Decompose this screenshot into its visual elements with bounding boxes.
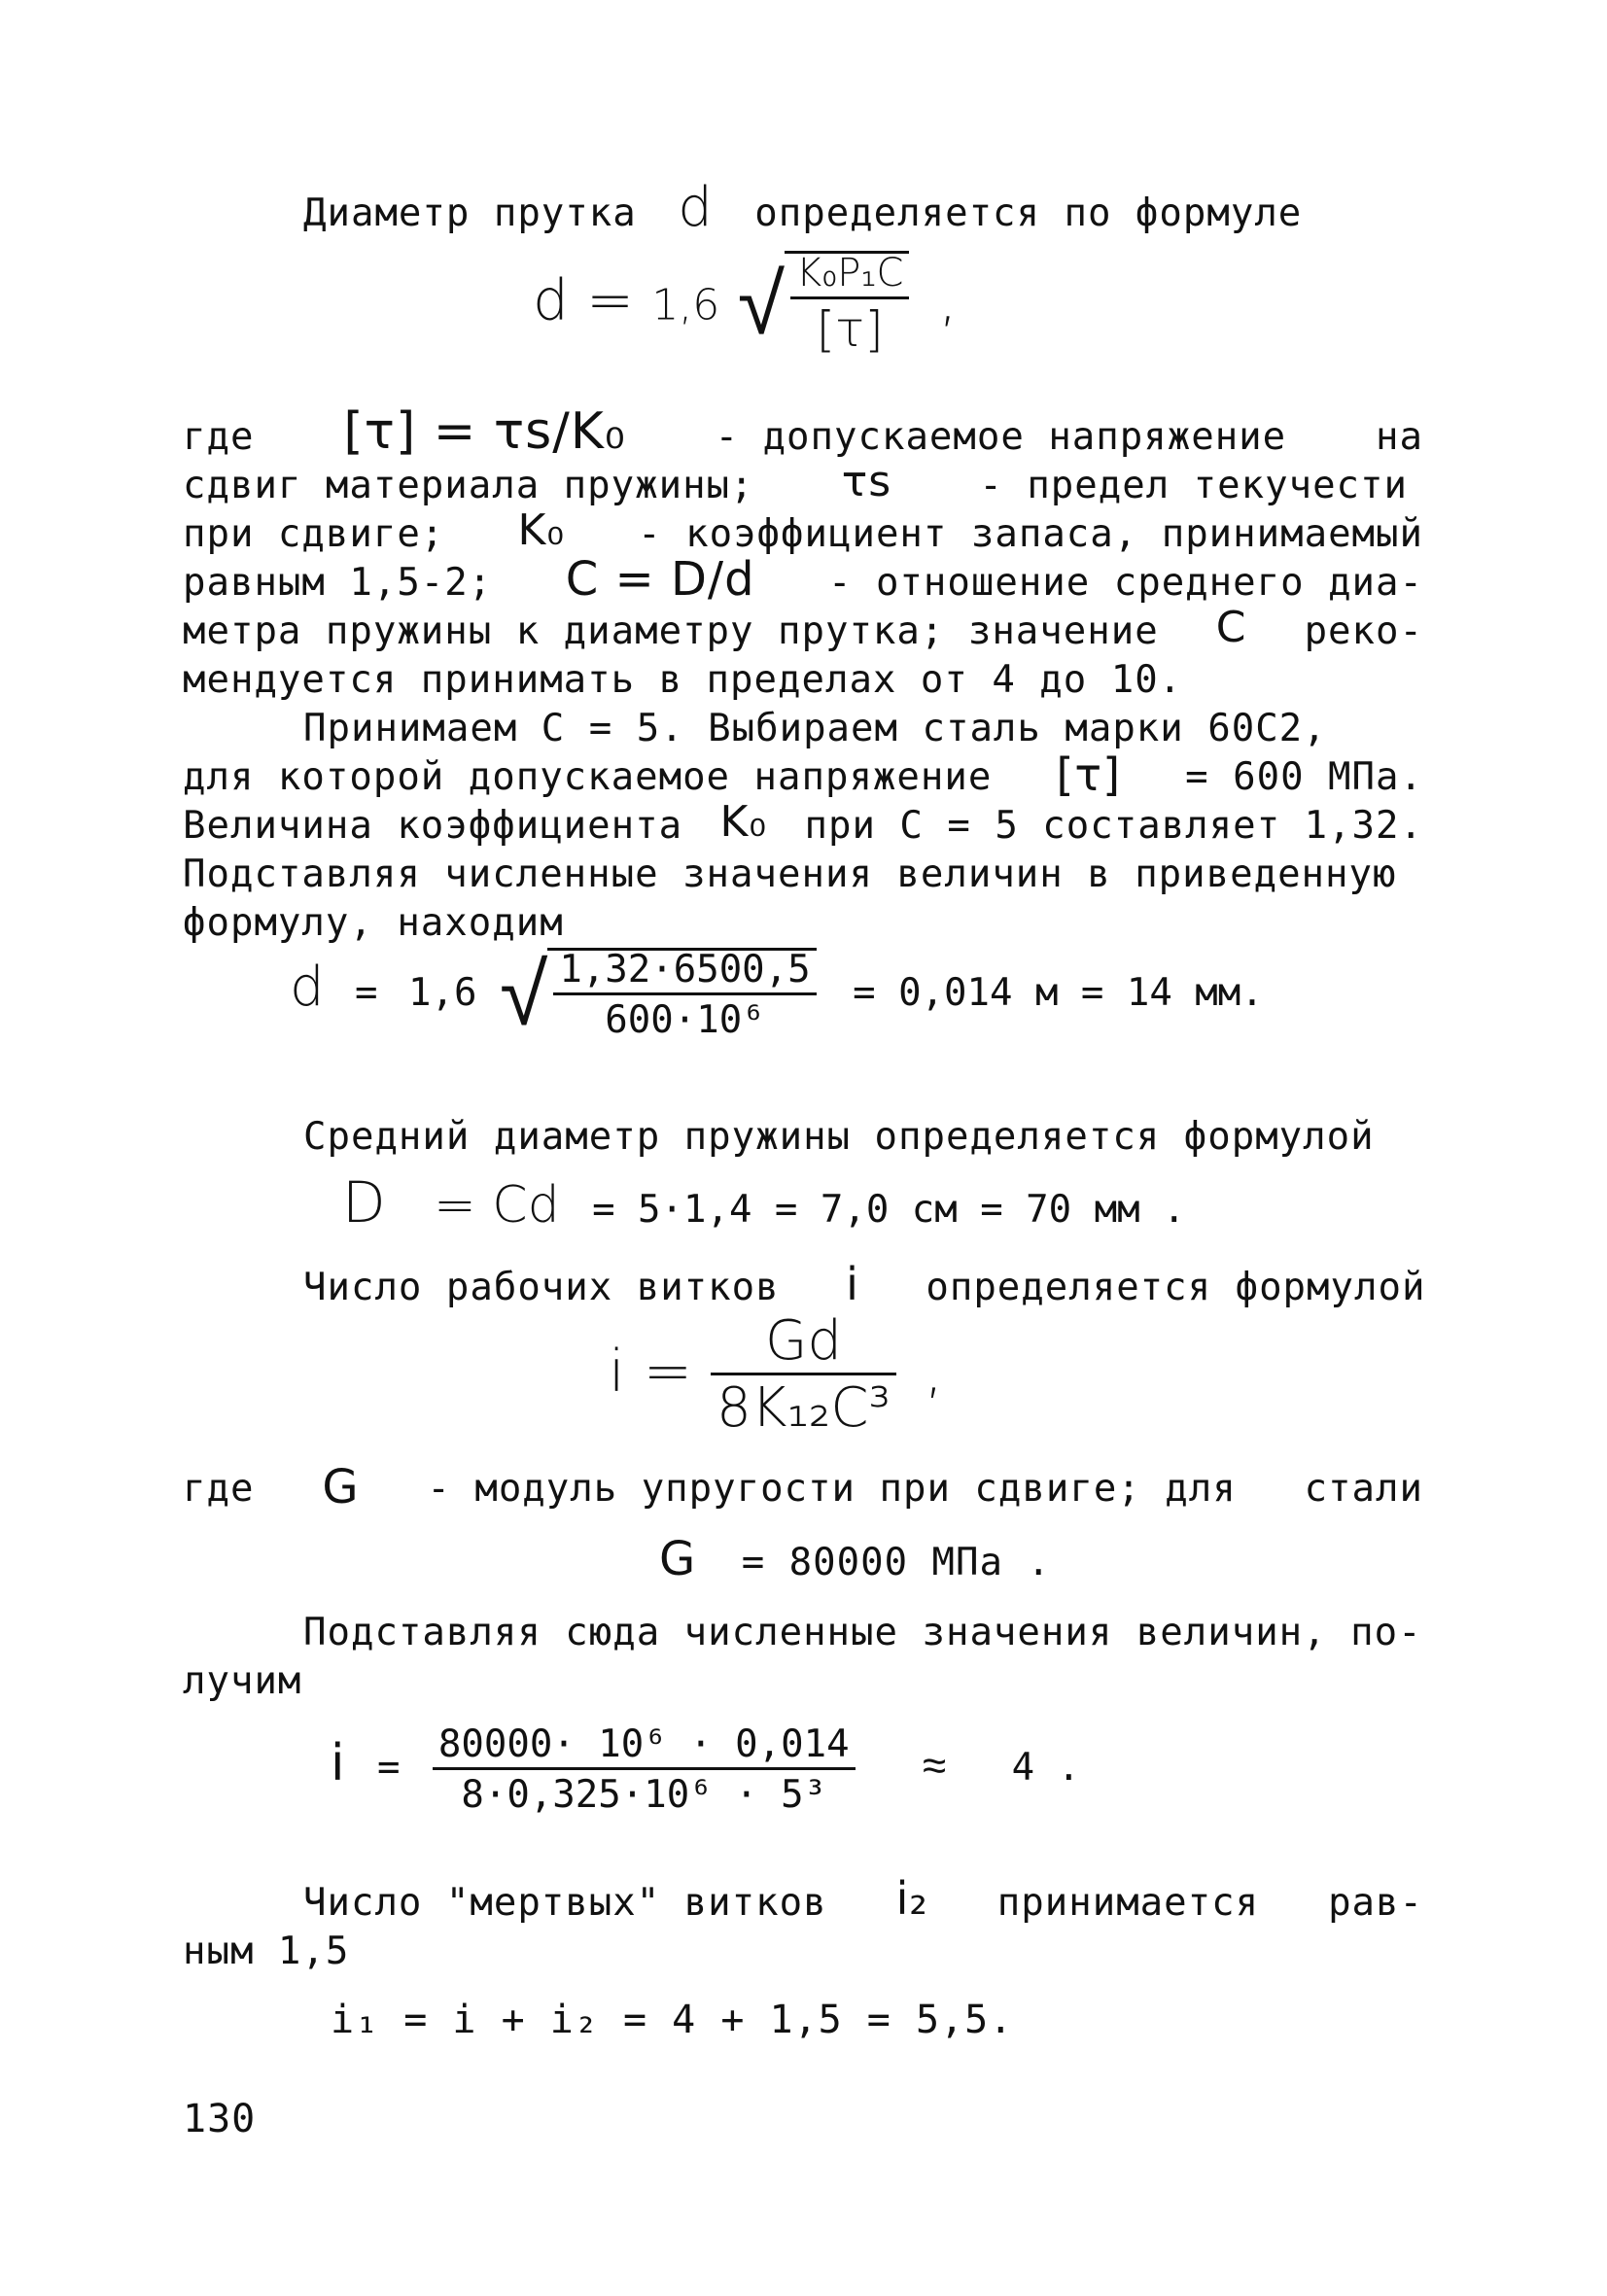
text: формулу, находим [183,901,564,945]
text-line-9 [183,748,1423,801]
formula-lhs: i [609,1338,625,1406]
formula-eq: = [376,1746,401,1790]
approx-sign: ≈ [923,1741,947,1791]
formula-total-coils [331,1998,1014,2042]
text: - коэффициент запаса, принимаемый [638,512,1423,556]
radicand [785,251,909,358]
formula-diameter-numeric [290,943,1264,1046]
text: при сдвиге; [183,512,445,556]
text: - отношение среднего диа- [827,561,1423,605]
text: на [1376,415,1423,459]
text: Подставляя численные значения величин в приведенную [183,852,1397,896]
text-line-12 [183,901,564,945]
text-line-17 [303,1611,1422,1654]
formula-eq: = [355,971,378,1015]
text: при С = 5 составляет 1,32. [804,804,1423,848]
text: определяется по формуле [754,191,1303,235]
text: Принимаем С = 5. Выбираем сталь марки 60С2, [303,707,1327,750]
text: стали [1304,1467,1423,1511]
formula-text: i₁ = i + i₂ = 4 + 1,5 = 5,5. [331,1998,1014,2042]
formula-tau: [τ] = τs/K₀ [343,402,626,461]
text-line-6 [183,603,1423,653]
symbol-k0: K₀ [517,505,565,555]
text: рав- [1328,1881,1423,1925]
text: Подставляя сюда численные значения величин, по- [303,1611,1422,1654]
formula-lhs: i [331,1734,345,1792]
text: определяется формулой [926,1266,1426,1309]
text: где [183,415,255,459]
text: метра пружины к диаметру прутка; значение [183,609,1159,653]
text: сдвиг материала пружины; [183,464,754,507]
formula-eq: = [586,266,634,333]
text: Диаметр прутка [303,191,637,235]
text: - модуль упругости при сдвиге; для [427,1467,1237,1511]
text: реко- [1304,609,1423,653]
formula-eq: = [643,1338,693,1406]
text: Число "мертвых" витков [303,1881,827,1925]
formula-lhs: d [290,956,325,1019]
text-line-15 [183,1460,1423,1514]
symbol-c: C [1215,603,1247,652]
text-line-14 [303,1258,1426,1310]
text-line-10 [183,797,1423,848]
text: мендуется принимать в пределах от 4 до 10. [183,658,1183,702]
text: Величина коэффициента [183,804,683,848]
text: = 80000 МПа . [741,1541,1051,1584]
text: - предел текучести [979,464,1408,507]
formula-cd: = Cd [434,1176,560,1235]
fraction-numerator: 1,32·6500,5 [553,951,816,995]
fraction-numerator: 80000· 10⁶ · 0,014 [433,1725,856,1770]
text: Средний диаметр пружины определяется формулой [303,1115,1375,1159]
text-line-7 [183,658,1183,702]
text-line-4 [183,505,1423,556]
symbol-d: d [678,176,714,239]
text: принимается [996,1881,1260,1925]
text: Число рабочих витков [303,1266,780,1309]
page-number-text: 130 [183,2097,257,2141]
text-line-18 [183,1659,302,1703]
formula-result: 4 . [1011,1746,1081,1790]
symbol-i: i [846,1258,859,1310]
formula-lhs: D [342,1169,386,1235]
symbol-tau: [τ] [1056,748,1122,801]
text: ным 1,5 [183,1930,350,1973]
text-line-13 [303,1115,1375,1159]
text-line-20 [183,1930,350,1973]
formula-comma: , [925,1338,944,1406]
text-line-11 [183,852,1397,896]
symbol-i2: i₂ [895,1872,928,1925]
formula-diameter [533,251,958,358]
text-line-16 [659,1532,1051,1586]
fraction-denominator: 8·0,325·10⁶ · 5³ [461,1773,827,1817]
page-number [183,2097,257,2141]
formula-comma: , [938,266,958,333]
sqrt-sign: √ [499,943,548,1046]
formula-working-coils [609,1309,944,1440]
symbol-k0: K₀ [719,797,768,847]
text: где [183,1467,255,1511]
text: для которой допускаемое напряжение [183,755,993,799]
text: - допускаемое напряжение [715,415,1287,459]
formula-mean-diameter [342,1169,1186,1235]
text: равным 1,5-2; [183,561,493,605]
formula-c: C = D/d [565,552,755,607]
fraction-numerator: Gd [711,1314,896,1375]
symbol-g: G [322,1460,360,1514]
formula-working-coils-numeric [331,1722,1081,1817]
formula-coef: 1,6 [651,280,720,330]
text-line-8 [303,707,1327,750]
formula-result: = 5·1,4 = 7,0 см = 70 мм . [592,1188,1186,1232]
fraction-denominator: 600·10⁶ [605,998,765,1042]
text-line-2 [183,402,1423,461]
formula-coef: 1,6 [408,971,477,1015]
fraction-numerator: K₀P₁C [790,254,909,299]
fraction-denominator: 8K₁₂C³ [716,1376,891,1440]
formula-result: = 0,014 м = 14 мм. [853,971,1264,1015]
formula-lhs: d [533,266,569,333]
text: = 600 МПа. [1185,755,1423,799]
text: лучим [183,1659,302,1703]
radicand [547,948,816,1042]
fraction-denominator: [τ] [816,301,884,358]
symbol-tau-s: τs [841,457,892,506]
text-line-1 [303,176,1303,239]
sqrt-sign: √ [737,253,786,354]
text-line-5 [183,552,1423,607]
symbol-g: G [659,1532,697,1586]
text-line-19 [303,1872,1423,1925]
text-line-3 [183,457,1408,507]
